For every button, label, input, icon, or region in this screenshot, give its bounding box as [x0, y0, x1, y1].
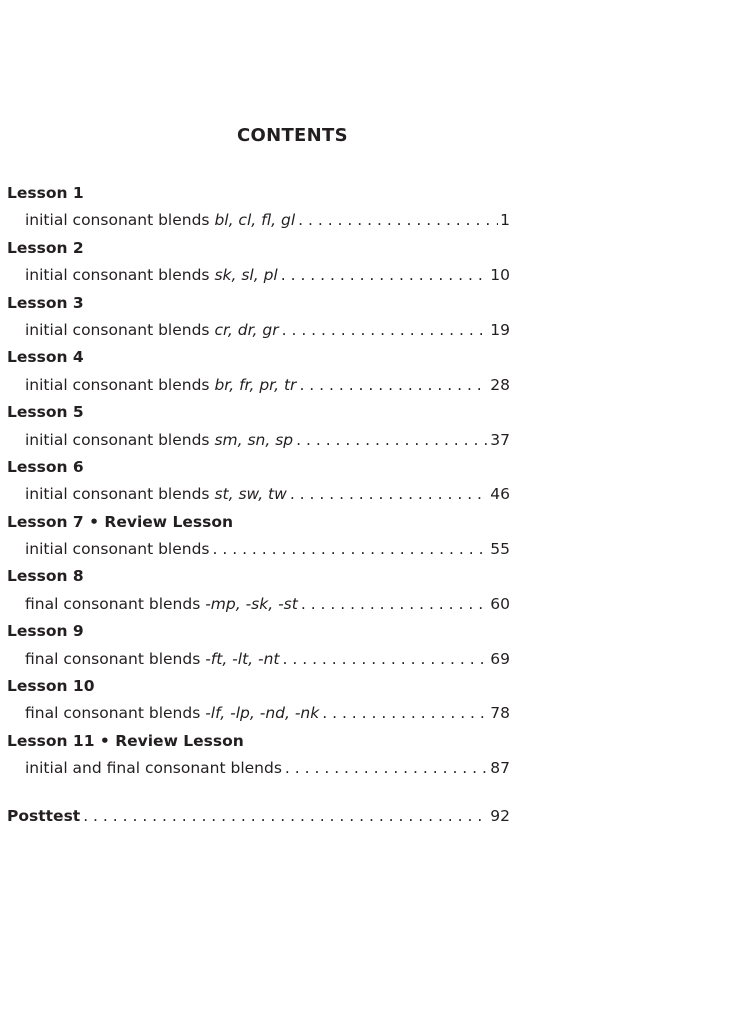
- lesson-heading: Lesson 10: [7, 677, 95, 696]
- lesson-heading: Lesson 7 • Review Lesson: [7, 512, 234, 531]
- table-of-contents: [7, 180, 510, 830]
- toc-entry[interactable]: [7, 755, 510, 782]
- entry-label: final consonant blends -lf, -lp, -nd, -nk: [25, 704, 320, 723]
- lesson-heading: Lesson 3: [7, 293, 84, 312]
- toc-entry[interactable]: [7, 536, 510, 563]
- lesson-heading: Lesson 5: [7, 403, 84, 422]
- lesson-1: [7, 180, 510, 235]
- entry-label: initial consonant blends st, sw, tw: [25, 485, 287, 504]
- lesson-5: [7, 399, 510, 454]
- lesson-4: [7, 344, 510, 399]
- dot-leader: [298, 591, 488, 618]
- page-number: 69: [490, 649, 510, 668]
- page-number: 28: [490, 375, 510, 394]
- dot-leader: [319, 700, 488, 727]
- dot-leader: [296, 372, 488, 399]
- page-number: 19: [490, 320, 510, 339]
- entry-label: initial consonant blends sm, sn, sp: [25, 430, 294, 449]
- dot-leader: [80, 803, 488, 830]
- lesson-heading: Lesson 4: [7, 348, 84, 367]
- page-number: 87: [490, 759, 510, 778]
- page-number: 37: [490, 430, 510, 449]
- lesson-heading: Lesson 9: [7, 622, 84, 641]
- entry-label: initial and final consonant blends: [25, 759, 282, 778]
- posttest-entry[interactable]: [7, 803, 510, 830]
- toc-entry[interactable]: [7, 372, 510, 399]
- entry-label: initial consonant blends sk, sl, pl: [25, 266, 278, 285]
- dot-leader: [280, 646, 489, 673]
- toc-entry[interactable]: [7, 262, 510, 289]
- lesson-heading: Lesson 2: [7, 238, 84, 257]
- lesson-2: [7, 235, 510, 290]
- toc-entry[interactable]: [7, 427, 510, 454]
- posttest-label: Posttest: [7, 806, 81, 825]
- dot-leader: [282, 755, 488, 782]
- lesson-heading: Lesson 8: [7, 567, 84, 586]
- lesson-11: [7, 728, 510, 783]
- toc-entry[interactable]: [7, 700, 510, 727]
- entry-label: initial consonant blends bl, cl, fl, gl: [25, 211, 296, 230]
- lesson-8: [7, 563, 510, 618]
- dot-leader: [293, 427, 488, 454]
- entry-label: final consonant blends -ft, -lt, -nt: [25, 649, 280, 668]
- entry-label: final consonant blends -mp, -sk, -st: [25, 594, 298, 613]
- dot-leader: [278, 262, 489, 289]
- dot-leader: [279, 317, 489, 344]
- toc-entry[interactable]: [7, 317, 510, 344]
- page-number: 92: [490, 806, 510, 825]
- lesson-7: [7, 509, 510, 564]
- lesson-6: [7, 454, 510, 509]
- entry-label: initial consonant blends: [25, 540, 210, 559]
- dot-leader: [295, 207, 498, 234]
- lesson-9: [7, 618, 510, 673]
- page-number: 60: [490, 594, 510, 613]
- dot-leader: [287, 481, 488, 508]
- toc-entry[interactable]: [7, 481, 510, 508]
- entry-label: initial consonant blends br, fr, pr, tr: [25, 375, 297, 394]
- lesson-heading: Lesson 1: [7, 184, 84, 202]
- page-number: 10: [490, 266, 510, 285]
- lesson-3: [7, 290, 510, 345]
- lesson-heading: Lesson 11 • Review Lesson: [7, 731, 244, 750]
- lesson-heading: Lesson 6: [7, 457, 84, 476]
- entry-label: initial consonant blends cr, dr, gr: [25, 320, 279, 339]
- toc-entry[interactable]: [7, 646, 510, 673]
- page-number: 1: [500, 211, 510, 230]
- lesson-10: [7, 673, 510, 728]
- contents-title: CONTENTS: [237, 125, 348, 146]
- toc-entry[interactable]: [7, 591, 510, 618]
- dot-leader: [210, 536, 489, 563]
- section-gap: [7, 783, 510, 803]
- page-number: 55: [490, 540, 510, 559]
- toc-entry[interactable]: [7, 207, 510, 234]
- page-number: 78: [490, 704, 510, 723]
- page-number: 46: [490, 485, 510, 504]
